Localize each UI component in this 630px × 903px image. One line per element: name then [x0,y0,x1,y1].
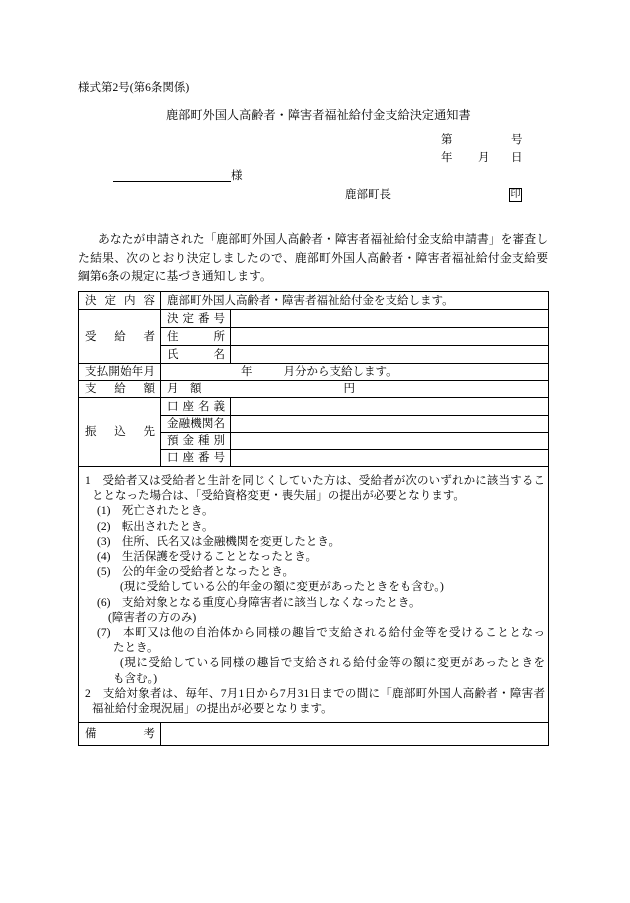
address-label: 住所 [161,328,231,346]
notice-subitem-7: (7) 本町又は他の自治体から同様の趣旨で支給される給付金等を受けることとなっ [97,627,546,640]
remarks-value [161,723,549,746]
bank-label: 金融機関名 [161,416,231,433]
notice-subitem-3: (3) 住所、氏名又は金融機関を変更したとき。 [97,535,340,548]
table-row [79,310,549,328]
table-row [79,723,549,746]
currency-unit: 円 [343,383,355,395]
payment-start-month-text: 月分から支給します。 [283,366,398,378]
table-row [79,292,549,310]
deposit-type-value [231,433,549,450]
decision-number-value [231,310,549,328]
account-number-label: 口座番号 [161,450,231,467]
account-holder-value [231,398,549,416]
notice-item-2-line: 福祉給付金現況届」の提出が必要となります。 [92,703,333,716]
date-year: 年 [441,152,453,164]
date-month: 月 [478,152,490,164]
decision-number-label: 決定番号 [161,310,231,328]
notice-item-2-line: 2 支給対象者は、毎年、7月1日から7月31日までの間に「鹿部町外国人高齢者・障害者 [85,687,546,700]
transfer-label: 振込先 [79,398,161,467]
monthly-amount-label: 月 額 [167,383,202,395]
recipient-label: 受給者 [79,310,161,364]
notes-cell [79,467,549,723]
notice-item-1-line: 1 受給者又は受給者と生計を同じくしていた方は、受給者が次のいずれかに該当するこ [85,475,546,487]
intro-line: 綱第6条の規定に基づき通知します。 [78,269,272,283]
amount-label: 支給額 [79,381,161,398]
deposit-type-label: 預金種別 [161,433,231,450]
name-value [231,346,549,364]
decision-table [78,291,549,746]
notice-subitem-6: (6) 支給対象となる重度心身障害者に該当しなくなったとき。 [97,596,421,609]
table-row [79,467,549,723]
doc-number-suffix: 号 [511,134,523,146]
notice-subitem-7-note: も含む。) [113,672,158,685]
name-label: 氏名 [161,346,231,364]
notice-item-1-line: ととなった場合は、「受給資格変更・喪失届」の提出が必要となります。 [92,490,465,503]
notice-subitem-1: (1) 死亡されたとき。 [97,505,214,518]
payment-start-label: 支払開始年月 [79,364,161,381]
payment-start-value [161,364,549,381]
account-number-value [231,450,549,467]
form-label: 様式第2号(第6条関係) [78,82,190,94]
account-holder-label: 口座名義 [161,398,231,416]
table-row [79,381,549,398]
date-day: 日 [511,152,523,164]
notice-subitem-5-note: (現に受給している公的年金の額に変更があったときをも含む。) [120,581,444,594]
doc-number-prefix: 第 [441,134,453,146]
notice-subitem-4: (4) 生活保護を受けることとなったとき。 [97,551,317,564]
notice-subitem-7-note: (現に受給している同様の趣旨で支給される給付金等の額に変更があったときを [120,657,546,670]
notice-subitem-7: たとき。 [113,642,159,655]
remarks-label: 備考 [79,723,161,746]
table-row [79,398,549,416]
table-row [79,364,549,381]
document-title: 鹿部町外国人高齢者・障害者福祉給付金支給決定通知書 [166,108,471,122]
payment-start-year-unit: 年 [241,366,253,378]
addressee-honorific: 様 [231,170,243,182]
intro-line: あなたが申請された「鹿部町外国人高齢者・障害者福祉給付金支給申請書」を審査し [98,232,548,246]
official-seal-box: 印 [510,189,521,200]
bank-value [231,416,549,433]
notice-subitem-2: (2) 転出されたとき。 [97,520,214,533]
issuer-name: 鹿部町長 [345,189,391,201]
notice-subitem-6-note: (障害者の方のみ) [108,611,197,624]
notice-subitem-5: (5) 公的年金の受給者となったとき。 [97,566,294,579]
decision-label: 決定内容 [79,292,161,310]
intro-line: た結果、次のとおり決定しましたので、鹿部町外国人高齢者・障害者福祉給付金支給要 [78,250,548,265]
addressee-name-line [113,181,231,182]
intro-paragraph [78,230,548,286]
decision-value: 鹿部町外国人高齢者・障害者福祉給付金を支給します。 [161,292,549,310]
address-value [231,328,549,346]
amount-value [161,381,549,398]
